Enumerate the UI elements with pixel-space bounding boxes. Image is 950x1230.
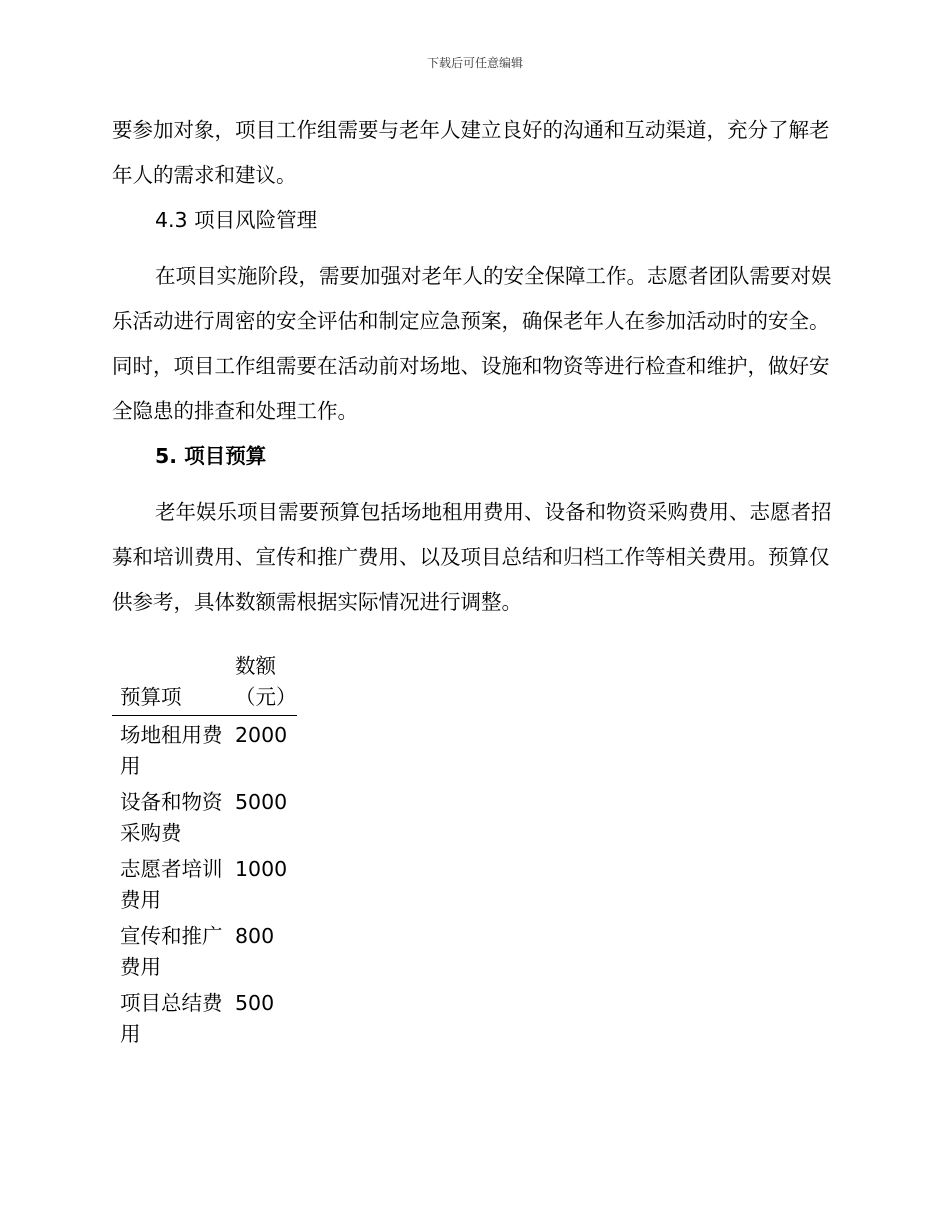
- paragraph-stakeholder-communication: 要参加对象，项目工作组需要与老年人建立良好的沟通和互动渠道，充分了解老年人的需求和建议。: [112, 118, 830, 187]
- budget-item-cell: 场地租用费用: [120, 723, 223, 778]
- budget-table-header-item: 预算项: [112, 651, 227, 716]
- budget-amount-cell: 500: [235, 991, 275, 1015]
- budget-item-cell: 设备和物资采购费: [120, 790, 223, 845]
- document-body: [112, 108, 832, 1051]
- section-heading-budget: 5. 项目预算: [155, 444, 267, 468]
- budget-amount-cell: 2000: [235, 723, 288, 747]
- table-row: [112, 917, 297, 984]
- budget-amount-cell: 5000: [235, 790, 288, 814]
- budget-item-cell: 项目总结费用: [120, 991, 223, 1046]
- paragraph-budget: 老年娱乐项目需要预算包括场地租用费用、设备和物资采购费用、志愿者招募和培训费用、宣传和推广费用、以及项目总结和归档工作等相关费用。预算仅供参考，具体数额需根据实际情况进行调整。: [112, 500, 832, 614]
- budget-table-header-amount: [227, 651, 297, 716]
- budget-table-header-amount-text: 数额（元）: [235, 654, 297, 709]
- budget-amount-cell: 800: [235, 924, 275, 948]
- paragraph-risk-management: 在项目实施阶段，需要加强对老年人的安全保障工作。志愿者团队需要对娱乐活动进行周密的安全评估和制定应急预案，确保老年人在参加活动时的安全。同时，项目工作组需要在活动前对场地、设施和物资等进行检查和维护，做好安全隐患的排查和处理工作。: [112, 264, 832, 423]
- budget-item-cell: 宣传和推广费用: [120, 924, 223, 979]
- table-row: [112, 850, 297, 917]
- budget-table: [112, 651, 297, 1051]
- section-heading-risk-management: 4.3 项目风险管理: [155, 208, 318, 232]
- budget-amount-cell: 1000: [235, 857, 288, 881]
- budget-table-header-row: [112, 651, 297, 716]
- table-row: [112, 783, 297, 850]
- table-row: [112, 716, 297, 784]
- page-header: 下载后可任意编辑: [426, 56, 523, 70]
- table-row: [112, 984, 297, 1051]
- budget-item-cell: 志愿者培训费用: [120, 857, 223, 912]
